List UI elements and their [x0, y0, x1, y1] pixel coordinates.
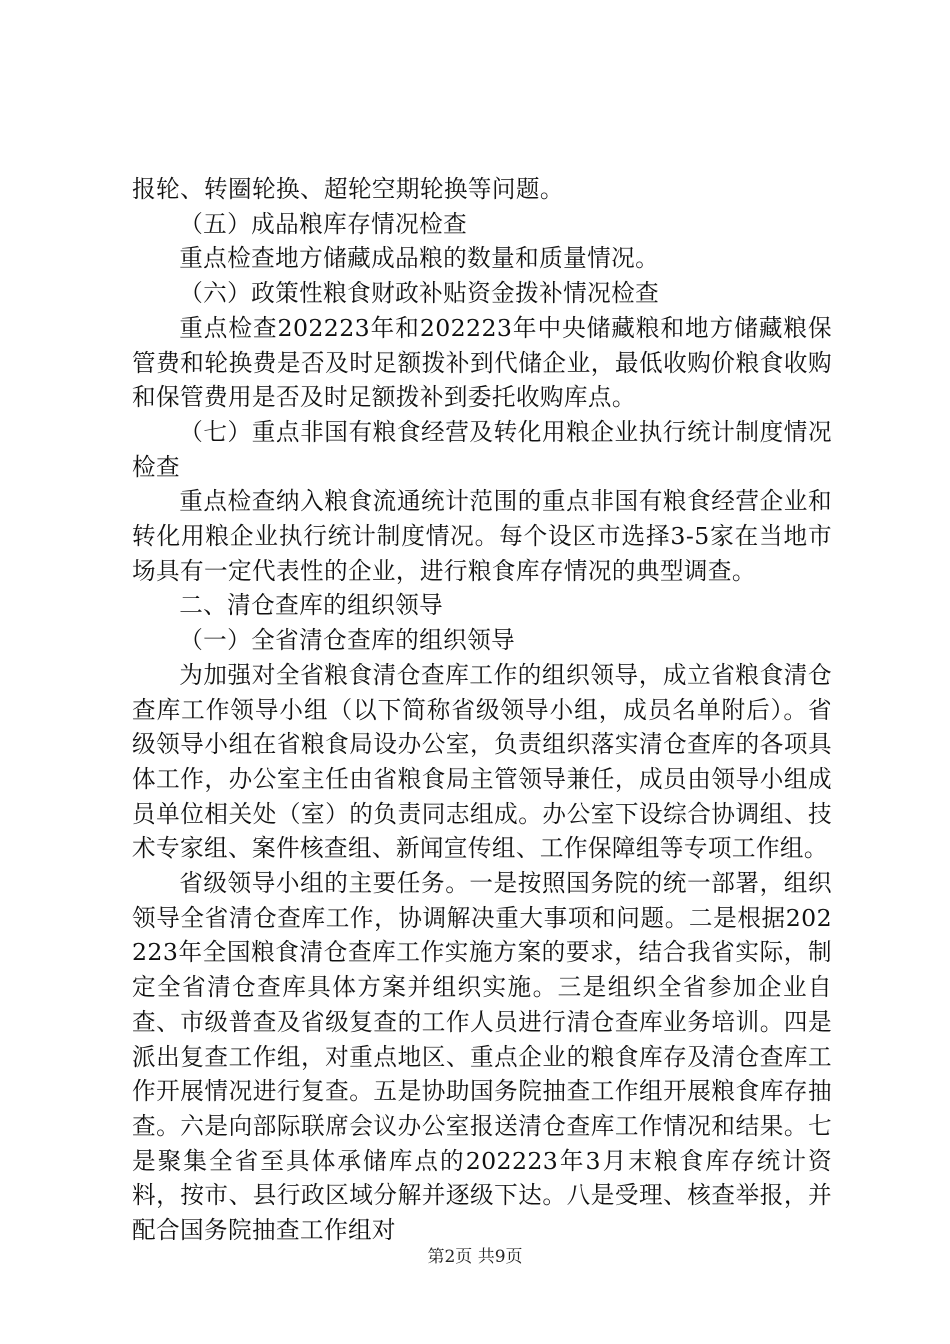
section-heading-1: （一）全省清仓查库的组织领导 — [179, 626, 516, 655]
paragraph: 重点检查202223年和202223年中央储藏粮和地方储藏粮保管费和轮换费是否及时足额拨补到代储企业，最低收购价粮食收购和保管费用是否及时足额拨补到委托收购库点。 — [132, 313, 832, 412]
chapter-heading-2: 二、清仓查库的组织领导 — [179, 591, 444, 620]
section-heading-5: （五）成品粮库存情况检查 — [179, 209, 468, 238]
document-body — [132, 172, 832, 1248]
page-footer: 第2页 共9页 — [427, 1247, 523, 1267]
paragraph: 为加强对全省粮食清仓查库工作的组织领导，成立省粮食清仓查库工作领导小组（以下简称省级领导小组，成员名单附后）。省级领导小组在省粮食局设办公室，负责组织落实清仓查库的各项具体工作，办公室主任由省粮食局主管领导兼任，成员由领导小组成员单位相关处（室）的负责同志组成。办公室下设综合协调组、技术专家组、案件核查组、新闻宣传组、工作保障组等专项工作组。 — [132, 660, 832, 863]
paragraph: 重点检查纳入粮食流通统计范围的重点非国有粮食经营企业和转化用粮企业执行统计制度情况。每个设区市选择3-5家在当地市场具有一定代表性的企业，进行粮食库存情况的典型调查。 — [132, 487, 832, 585]
section-heading-7: （七）重点非国有粮食经营及转化用粮企业执行统计制度情况检查 — [132, 417, 832, 481]
paragraph-continuation: 报轮、转圈轮换、超轮空期轮换等问题。 — [132, 175, 564, 203]
paragraph: 重点检查地方储藏成品粮的数量和质量情况。 — [179, 244, 660, 273]
paragraph: 省级领导小组的主要任务。一是按照国务院的统一部署，组织领导全省清仓查库工作，协调解决重大事项和问题。二是根据202223年全国粮食清仓查库工作实施方案的要求，结合我省实际，制定全省清仓查库具体方案并组织实施。三是组织全省参加企业自查、市级普查及省级复查的工作人员进行清仓查库业务培训。四是派出复查工作组，对重点地区、重点企业的粮食库存及清仓查库工作开展情况进行复查。五是协助国务院抽查工作组开展粮食库存抽查。六是向部际联席会议办公室报送清仓查库工作情况和结果。七是聚集全省至具体承储库点的202223年3月末粮食库存统计资料，按市、县行政区域分解并逐级下达。八是受理、核查举报，并配合国务院抽查工作组对 — [132, 869, 832, 1245]
section-heading-6: （六）政策性粮食财政补贴资金拨补情况检查 — [179, 279, 660, 308]
